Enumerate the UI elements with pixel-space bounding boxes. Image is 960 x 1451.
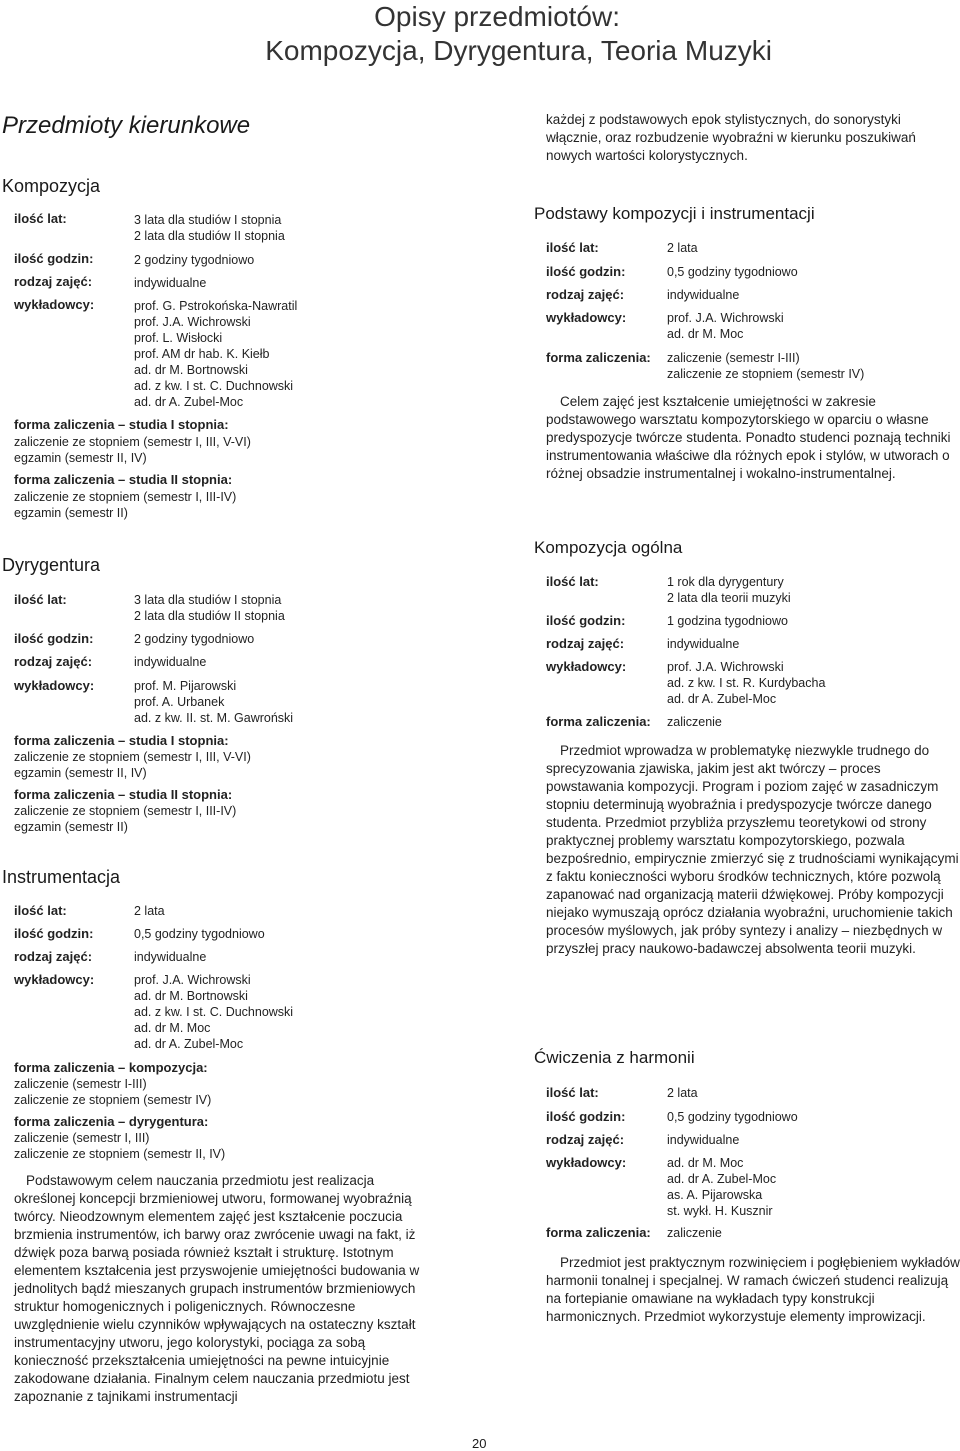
- label-years: ilość lat:: [14, 592, 67, 607]
- form-body: zaliczenie ze stopniem (semestr I, III-IV) egzamin (semestr II): [14, 804, 237, 834]
- section-title-harmonia: Ćwiczenia z harmonii: [534, 1048, 695, 1067]
- label-hours: ilość godzin:: [546, 264, 626, 279]
- label-lecturers: wykładowcy:: [14, 972, 95, 987]
- description-paragraph: Przedmiot jest praktycznym rozwinięciem i pogłębieniem wykładów harmonii tonalnej i specjalnej. W ramach ćwiczeń studenci realizują na fortepianie omawiane na wykładach typy konstrukcji harmonicznych. Przedmiot wykorzystuje elementy improwizacji.: [546, 1255, 960, 1324]
- value-years: 2 lata: [667, 241, 698, 255]
- label-hours: ilość godzin:: [546, 1109, 626, 1124]
- label-type: rodzaj zajęć:: [14, 949, 93, 964]
- form-heading: forma zaliczenia – studia I stopnia:: [14, 733, 229, 748]
- form-heading: forma zaliczenia – studia I stopnia:: [14, 417, 229, 432]
- label-years: ilość lat:: [546, 1085, 599, 1100]
- section-title-ogolna: Kompozycja ogólna: [534, 538, 683, 557]
- form-heading: forma zaliczenia – kompozycja:: [14, 1060, 208, 1075]
- value-hours: 1 godzina tygodniowo: [667, 614, 788, 628]
- form-body: zaliczenie ze stopniem (semestr I, III, V-VI) egzamin (semestr II, IV): [14, 435, 251, 465]
- description-paragraph: Przedmiot wprowadza w problematykę niezwykle trudnego do sprecyzowania zjawiska, jakim jest akt twórczy – proces powstawania kompozycji. Program i poziom zajęć w zasadniczym stopniu determinują wyobraźnia i predyspozycje twórcze danego studenta. Przedmiot przybliża przyszłemu teoretykowi od strony praktycznej problemy warsztatu kompozytorskiego, pozwala bezpośrednio, empirycznie zmierzyć się z trudnościami wynikającymi z faktu konieczności wyboru środków technicznych, które pozwolą zapanować nad organizacją materii dźwiękowej. Próby kompozycji niejako wymuszają oprócz działania wyobraźni, uruchomienie takich procesów myślowych, jak próby syntezy i analizy – niezbędnych w przyszłej pracy naukowo-badawczej absolwenta teorii muzyki.: [546, 743, 959, 956]
- form-body: zaliczenie ze stopniem (semestr I, III-IV) egzamin (semestr II): [14, 490, 237, 520]
- label-lecturers: wykładowcy:: [546, 659, 627, 674]
- value-lecturers: prof. M. Pijarowski prof. A. Urbanek ad. z kw. II. st. M. Gawroński: [134, 679, 294, 725]
- section-title-kompozycja: Kompozycja: [2, 176, 101, 196]
- form-heading: forma zaliczenia – dyrygentura:: [14, 1114, 209, 1129]
- form-heading: forma zaliczenia – studia II stopnia:: [14, 787, 233, 802]
- form-body: zaliczenie (semestr I-III) zaliczenie ze stopniem (semestr IV): [14, 1077, 212, 1107]
- label-lecturers: wykładowcy:: [14, 678, 95, 693]
- value-form: zaliczenie: [667, 1226, 722, 1240]
- label-years: ilość lat:: [14, 903, 67, 918]
- continuation-paragraph: każdej z podstawowych epok stylistycznych, do sonorystyki włącznie, oraz rozbudzenie wyobraźni w kierunku poszukiwań nowych wartości kolorystycznych.: [546, 112, 916, 163]
- main-heading: Przedmioty kierunkowe: [2, 112, 251, 139]
- label-years: ilość lat:: [546, 240, 599, 255]
- form-body: zaliczenie (semestr I, III) zaliczenie ze stopniem (semestr II, IV): [14, 1131, 226, 1161]
- section-title-dyrygentura: Dyrygentura: [2, 555, 101, 575]
- label-form: forma zaliczenia:: [546, 350, 651, 365]
- section-title-instrumentacja: Instrumentacja: [2, 867, 121, 887]
- value-hours: 0,5 godziny tygodniowo: [134, 927, 265, 941]
- label-hours: ilość godzin:: [546, 613, 626, 628]
- label-lecturers: wykładowcy:: [546, 310, 627, 325]
- label-hours: ilość godzin:: [14, 251, 94, 266]
- form-heading: forma zaliczenia – studia II stopnia:: [14, 472, 233, 487]
- label-years: ilość lat:: [14, 211, 67, 226]
- label-type: rodzaj zajęć:: [546, 1132, 625, 1147]
- value-type: indywidualne: [667, 288, 740, 302]
- value-form: zaliczenie (semestr I-III) zaliczenie ze stopniem (semestr IV): [667, 351, 865, 381]
- label-lecturers: wykładowcy:: [546, 1155, 627, 1170]
- label-hours: ilość godzin:: [14, 631, 94, 646]
- value-hours: 2 godziny tygodniowo: [134, 253, 255, 267]
- value-years: 3 lata dla studiów I stopnia 2 lata dla studiów II stopnia: [134, 213, 285, 243]
- page-title-line1: Opisy przedmiotów:: [374, 1, 620, 32]
- value-lecturers: prof. J.A. Wichrowski ad. dr M. Moc: [667, 311, 784, 341]
- value-hours: 2 godziny tygodniowo: [134, 632, 255, 646]
- value-type: indywidualne: [134, 950, 207, 964]
- label-hours: ilość godzin:: [14, 926, 94, 941]
- value-years: 2 lata: [667, 1086, 698, 1100]
- form-body: zaliczenie ze stopniem (semestr I, III, V-VI) egzamin (semestr II, IV): [14, 750, 251, 780]
- description-paragraph: Celem zajęć jest kształcenie umiejętności w zakresie podstawowego warsztatu kompozytorskiego w oparciu o własne predyspozycje twórcze studenta. Ponadto studenci poznają techniki instrumentowania właściwe dla różnych epok i stylów, w utworach o różnej obsadzie instrumentalnej i wokalno-instrumentalnej.: [546, 394, 951, 481]
- value-lecturers: prof. J.A. Wichrowski ad. z kw. I st. R. Kurdybacha ad. dr A. Zubel-Moc: [667, 660, 826, 706]
- label-type: rodzaj zajęć:: [546, 636, 625, 651]
- value-hours: 0,5 godziny tygodniowo: [667, 265, 798, 279]
- value-years: 3 lata dla studiów I stopnia 2 lata dla studiów II stopnia: [134, 593, 285, 623]
- value-lecturers: prof. G. Pstrokońska-Nawratil prof. J.A. Wichrowski prof. L. Wisłocki prof. AM dr hab. K. Kiełb ad. dr M. Bortnowski ad. z kw. I st. C. Duchnowski ad. dr A. Zubel-Moc: [134, 299, 298, 409]
- label-lecturers: wykładowcy:: [14, 297, 95, 312]
- label-form: forma zaliczenia:: [546, 1225, 651, 1240]
- value-type: indywidualne: [134, 655, 207, 669]
- value-type: indywidualne: [667, 637, 740, 651]
- description-paragraph: Podstawowym celem nauczania przedmiotu jest realizacja określonej koncepcji brzmieniowej utworu, formowanej wyobraźnią twórcy. Nieodzownym elementem zajęć jest kształcenie poczucia brzmienia instrumentów, ich barwy oraz zwrócenie uwagi na fakt, iż dźwięk poza barwą posiada również kształt i strukturę. Istotnym elementem kształcenia jest przyswojenie umiejętności budowania w jednolitych bądź mieszanych grupach instrumentów brzmieniowych struktur homogenicznych i poligenicznych. Równoczesne uwzględnienie wielu czynników wpływających na ostateczny kształt instrumentacyjny utworu, jego kolorystyki, pociąga za sobą konieczność przekształcenia umiejętności na pewne intuicyjnie zakodowane działania. Finalnym celem nauczania przedmiotu jest zapoznanie z tajnikami instrumentacji: [14, 1173, 420, 1404]
- value-years: 1 rok dla dyrygentury 2 lata dla teorii muzyki: [667, 575, 791, 605]
- value-type: indywidualne: [134, 276, 207, 290]
- label-years: ilość lat:: [546, 574, 599, 589]
- label-form: forma zaliczenia:: [546, 714, 651, 729]
- page-number: 20: [472, 1436, 487, 1451]
- value-type: indywidualne: [667, 1133, 740, 1147]
- label-type: rodzaj zajęć:: [14, 274, 93, 289]
- value-years: 2 lata: [134, 904, 165, 918]
- value-hours: 0,5 godziny tygodniowo: [667, 1110, 798, 1124]
- label-type: rodzaj zajęć:: [14, 654, 93, 669]
- value-form: zaliczenie: [667, 715, 722, 729]
- page-title-line2: Kompozycja, Dyrygentura, Teoria Muzyki: [265, 35, 772, 66]
- value-lecturers: ad. dr M. Moc ad. dr A. Zubel-Moc as. A. Pijarowska st. wykł. H. Kusznir: [667, 1156, 777, 1218]
- section-title-podstawy: Podstawy kompozycji i instrumentacji: [534, 204, 815, 223]
- value-lecturers: prof. J.A. Wichrowski ad. dr M. Bortnowski ad. z kw. I st. C. Duchnowski ad. dr M. Moc ad. dr A. Zubel-Moc: [134, 973, 294, 1051]
- label-type: rodzaj zajęć:: [546, 287, 625, 302]
